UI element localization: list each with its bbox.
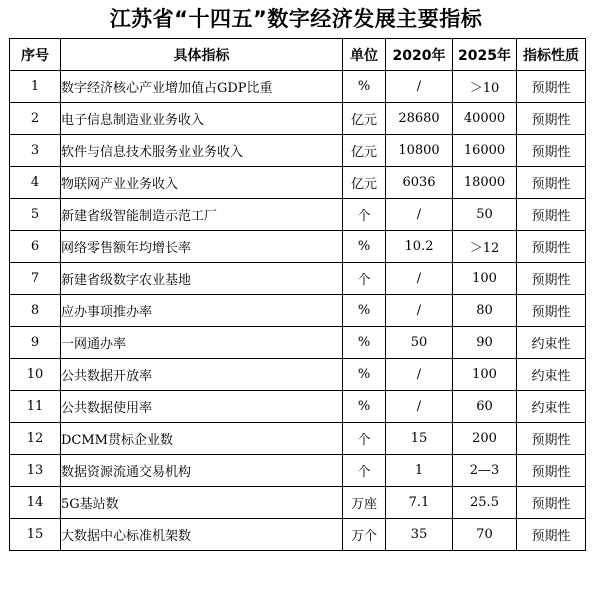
cell-no: 14 xyxy=(10,487,61,519)
cell-2020: / xyxy=(386,71,453,103)
cell-name: 公共数据使用率 xyxy=(61,391,343,423)
cell-2025: 40000 xyxy=(453,103,517,135)
cell-nature: 约束性 xyxy=(517,359,586,391)
cell-nature: 预期性 xyxy=(517,231,586,263)
cell-unit: % xyxy=(343,327,386,359)
cell-nature: 预期性 xyxy=(517,199,586,231)
cell-2025: 90 xyxy=(453,327,517,359)
cell-unit: 个 xyxy=(343,423,386,455)
cell-nature: 预期性 xyxy=(517,71,586,103)
cell-2025: 70 xyxy=(453,519,517,551)
table-body xyxy=(10,71,586,551)
indicator-table xyxy=(9,38,586,551)
cell-no: 9 xyxy=(10,327,61,359)
cell-no: 12 xyxy=(10,423,61,455)
table-row xyxy=(10,135,586,167)
cell-name: 应办事项推办率 xyxy=(61,295,343,327)
cell-2020: / xyxy=(386,391,453,423)
cell-no: 11 xyxy=(10,391,61,423)
cell-nature: 预期性 xyxy=(517,519,586,551)
table-row xyxy=(10,263,586,295)
cell-no: 10 xyxy=(10,359,61,391)
table-row xyxy=(10,487,586,519)
table-row xyxy=(10,199,586,231)
cell-name: 软件与信息技术服务业业务收入 xyxy=(61,135,343,167)
cell-name: 新建省级数字农业基地 xyxy=(61,263,343,295)
cell-2025: 50 xyxy=(453,199,517,231)
cell-name: 大数据中心标准机架数 xyxy=(61,519,343,551)
cell-nature: 预期性 xyxy=(517,455,586,487)
cell-unit: % xyxy=(343,231,386,263)
cell-name: DCMM贯标企业数 xyxy=(61,423,343,455)
header-name: 具体指标 xyxy=(61,39,343,71)
cell-no: 13 xyxy=(10,455,61,487)
cell-2025: 25.5 xyxy=(453,487,517,519)
table-row xyxy=(10,295,586,327)
header-nature: 指标性质 xyxy=(517,39,586,71)
cell-nature: 预期性 xyxy=(517,135,586,167)
table-header xyxy=(10,39,586,71)
cell-unit: 万座 xyxy=(343,487,386,519)
cell-nature: 约束性 xyxy=(517,391,586,423)
cell-2020: 1 xyxy=(386,455,453,487)
cell-nature: 预期性 xyxy=(517,423,586,455)
cell-no: 6 xyxy=(10,231,61,263)
table-row xyxy=(10,519,586,551)
cell-no: 4 xyxy=(10,167,61,199)
cell-no: 8 xyxy=(10,295,61,327)
cell-2020: 7.1 xyxy=(386,487,453,519)
cell-nature: 预期性 xyxy=(517,103,586,135)
cell-unit: 个 xyxy=(343,455,386,487)
cell-2020: 28680 xyxy=(386,103,453,135)
cell-name: 公共数据开放率 xyxy=(61,359,343,391)
cell-nature: 预期性 xyxy=(517,263,586,295)
header-unit: 单位 xyxy=(343,39,386,71)
cell-2025: 18000 xyxy=(453,167,517,199)
cell-name: 网络零售额年均增长率 xyxy=(61,231,343,263)
table-row xyxy=(10,359,586,391)
cell-2025: 60 xyxy=(453,391,517,423)
cell-2020: / xyxy=(386,263,453,295)
cell-unit: 亿元 xyxy=(343,167,386,199)
cell-2025: 100 xyxy=(453,263,517,295)
cell-unit: 亿元 xyxy=(343,135,386,167)
table-row xyxy=(10,391,586,423)
cell-name: 物联网产业业务收入 xyxy=(61,167,343,199)
cell-2020: 50 xyxy=(386,327,453,359)
cell-name: 新建省级智能制造示范工厂 xyxy=(61,199,343,231)
cell-name: 5G基站数 xyxy=(61,487,343,519)
cell-unit: 万个 xyxy=(343,519,386,551)
table-row xyxy=(10,103,586,135)
cell-2020: / xyxy=(386,199,453,231)
cell-unit: % xyxy=(343,359,386,391)
cell-2025: 80 xyxy=(453,295,517,327)
cell-nature: 约束性 xyxy=(517,327,586,359)
cell-2020: / xyxy=(386,295,453,327)
cell-name: 数字经济核心产业增加值占GDP比重 xyxy=(61,71,343,103)
cell-no: 1 xyxy=(10,71,61,103)
cell-unit: % xyxy=(343,391,386,423)
cell-name: 电子信息制造业业务收入 xyxy=(61,103,343,135)
cell-no: 2 xyxy=(10,103,61,135)
cell-2020: 10.2 xyxy=(386,231,453,263)
cell-no: 7 xyxy=(10,263,61,295)
cell-no: 15 xyxy=(10,519,61,551)
cell-2025: 100 xyxy=(453,359,517,391)
cell-2025: ＞10 xyxy=(453,71,517,103)
table-row xyxy=(10,455,586,487)
cell-2025: ＞12 xyxy=(453,231,517,263)
cell-nature: 预期性 xyxy=(517,167,586,199)
cell-2020: 35 xyxy=(386,519,453,551)
header-row xyxy=(10,39,586,71)
cell-2020: 10800 xyxy=(386,135,453,167)
table-row xyxy=(10,423,586,455)
cell-unit: % xyxy=(343,71,386,103)
cell-unit: % xyxy=(343,295,386,327)
cell-name: 一网通办率 xyxy=(61,327,343,359)
header-2020: 2020年 xyxy=(386,39,453,71)
cell-2020: 6036 xyxy=(386,167,453,199)
cell-unit: 个 xyxy=(343,199,386,231)
cell-nature: 预期性 xyxy=(517,487,586,519)
cell-2025: 2—3 xyxy=(453,455,517,487)
table-row xyxy=(10,167,586,199)
cell-nature: 预期性 xyxy=(517,295,586,327)
cell-2020: / xyxy=(386,359,453,391)
table-row xyxy=(10,327,586,359)
cell-name: 数据资源流通交易机构 xyxy=(61,455,343,487)
table-row xyxy=(10,71,586,103)
cell-no: 3 xyxy=(10,135,61,167)
cell-2025: 16000 xyxy=(453,135,517,167)
table-row xyxy=(10,231,586,263)
document-title: 江苏省“十四五”数字经济发展主要指标 xyxy=(109,7,483,31)
cell-unit: 亿元 xyxy=(343,103,386,135)
cell-no: 5 xyxy=(10,199,61,231)
header-2025: 2025年 xyxy=(453,39,517,71)
cell-unit: 个 xyxy=(343,263,386,295)
cell-2020: 15 xyxy=(386,423,453,455)
cell-2025: 200 xyxy=(453,423,517,455)
header-no: 序号 xyxy=(10,39,61,71)
